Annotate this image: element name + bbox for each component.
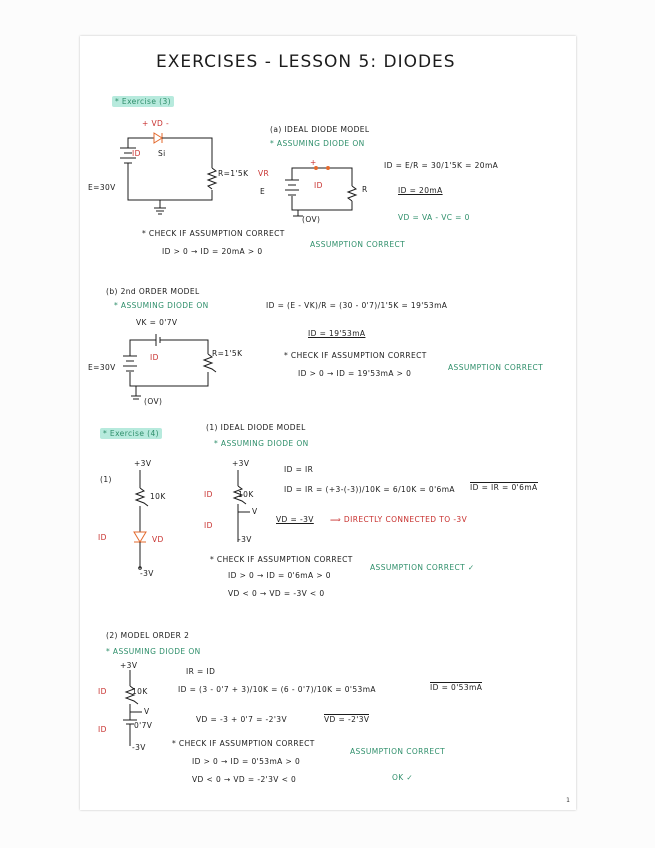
fig1-vminus: -3V: [140, 569, 154, 578]
circuit3-ground-label: (OV): [144, 397, 163, 406]
part-b-correct: ASSUMPTION CORRECT: [448, 363, 544, 372]
circuit2-e-label: E: [260, 187, 266, 196]
circuit1-vd-label: + VD -: [142, 119, 170, 128]
ex4-part2-title: (2) MODEL ORDER 2: [106, 631, 190, 640]
fig1-r-label: 10K: [150, 492, 166, 501]
fig1-id-label: ID: [98, 533, 107, 542]
p2-eq1: ID = (3 - 0'7 + 3)/10K = (6 - 0'7)/10K = 0'53mA: [178, 685, 376, 694]
p1-check: * CHECK IF ASSUMPTION CORRECT: [210, 555, 353, 564]
p1-cond1: ID > 0 → ID = 0'6mA > 0: [228, 571, 331, 580]
notebook-page: [80, 36, 576, 810]
p2-r-label: 10K: [132, 687, 148, 696]
p2-id-label-2: ID: [98, 725, 107, 734]
part-b-check: * CHECK IF ASSUMPTION CORRECT: [284, 351, 427, 360]
p1-id-label: ID: [204, 490, 213, 499]
part-b-equation: ID = (E - VK)/R = (30 - 0'7)/1'5K = 19'53mA: [266, 301, 448, 310]
part-b-assumption: * ASSUMING DIODE ON: [114, 301, 209, 310]
p2-check: * CHECK IF ASSUMPTION CORRECT: [172, 739, 315, 748]
part-a-title: (a) IDEAL DIODE MODEL: [270, 125, 370, 134]
page-title: EXERCISES - LESSON 5: DIODES: [156, 52, 456, 72]
p2-result: ID = 0'53mA: [430, 683, 483, 692]
part-b-vk: VK = 0'7V: [136, 318, 178, 327]
circuit1-r-label: R=1'5K: [218, 169, 249, 178]
ex4-part1-title: (1) IDEAL DIODE MODEL: [206, 423, 306, 432]
circuit1-si-label: Si: [158, 149, 166, 158]
part-a-result: ID = 20mA: [398, 186, 443, 195]
fig1-vd-label: VD: [152, 535, 164, 544]
circuit2-id-label: ID: [314, 181, 323, 190]
p1-result: ID = IR = 0'6mA: [470, 483, 538, 492]
part-b-condition: ID > 0 → ID = 19'53mA > 0: [298, 369, 412, 378]
part-b-title: (b) 2nd ORDER MODEL: [106, 287, 200, 296]
fig1-vplus: +3V: [134, 459, 152, 468]
circuit1-id-label: ID: [132, 149, 141, 158]
p1-id-label-2: ID: [204, 521, 213, 530]
p2-cond2: VD < 0 → VD = -2'3V < 0: [192, 775, 297, 784]
circuit2-ground-label: (OV): [302, 215, 321, 224]
circuit3-id-label: ID: [150, 353, 159, 362]
part-a-assumption: * ASSUMING DIODE ON: [270, 139, 365, 148]
p2-eq0: IR = ID: [186, 667, 216, 676]
p2-vplus: +3V: [120, 661, 138, 670]
circuit3-e-label: E=30V: [88, 363, 116, 372]
p2-vk-label: 0'7V: [134, 721, 153, 730]
p2-ok: OK ✓: [392, 773, 414, 782]
p2-id-label: ID: [98, 687, 107, 696]
circuit2-r-label: R: [362, 185, 368, 194]
p2-vd-result: VD = -2'3V: [324, 715, 370, 724]
part-a-correct: ASSUMPTION CORRECT: [310, 240, 406, 249]
exercise-4-heading: * Exercise (4): [100, 430, 162, 438]
circuit1-vr-label: VR: [258, 169, 270, 178]
p1-eq1: ID = IR: [284, 465, 314, 474]
p1-eq2: ID = IR = (+3-(-3))/10K = 6/10K = 0'6mA: [284, 485, 455, 494]
part-a-vd: VD = VA - VC = 0: [398, 213, 470, 222]
ex4-part1-assumption: * ASSUMING DIODE ON: [214, 439, 309, 448]
ex4-fig-label: (1): [100, 475, 112, 484]
ex4-part2-assumption: * ASSUMING DIODE ON: [106, 647, 201, 656]
circuit3-r-label: R=1'5K: [212, 349, 243, 358]
part-a-equation: ID = E/R = 30/1'5K = 20mA: [384, 161, 499, 170]
p2-vminus: -3V: [132, 743, 146, 752]
p2-vd: VD = -3 + 0'7 = -2'3V: [196, 715, 287, 724]
circuit1-e-label: E=30V: [88, 183, 116, 192]
circuit-diagram-6: [116, 668, 156, 754]
part-a-condition: ID > 0 → ID = 20mA > 0: [162, 247, 263, 256]
p2-cond1: ID > 0 → ID = 0'53mA > 0: [192, 757, 301, 766]
part-a-check: * CHECK IF ASSUMPTION CORRECT: [142, 229, 285, 238]
part-b-result: ID = 19'53mA: [308, 329, 366, 338]
p1-vd: VD = -3V: [276, 515, 314, 524]
p1-r-label: 10K: [238, 490, 254, 499]
circuit-diagram-4: [120, 468, 170, 578]
exercise-3-heading: * Exercise (3): [112, 98, 174, 106]
circuit-diagram-3: [112, 328, 222, 408]
p1-vplus: +3V: [232, 459, 250, 468]
p1-direct: ⟹ DIRECTLY CONNECTED TO -3V: [330, 515, 468, 524]
p1-cond2: VD < 0 → VD = -3V < 0: [228, 589, 325, 598]
page-mark: 1: [566, 797, 570, 804]
p1-node-label: V: [252, 507, 258, 516]
p2-correct: ASSUMPTION CORRECT: [350, 747, 446, 756]
p1-correct: ASSUMPTION CORRECT ✓: [370, 563, 475, 572]
p2-node-label: V: [144, 707, 150, 716]
circuit2-plus-label: +: [310, 158, 317, 167]
p1-vminus: -3V: [238, 535, 252, 544]
